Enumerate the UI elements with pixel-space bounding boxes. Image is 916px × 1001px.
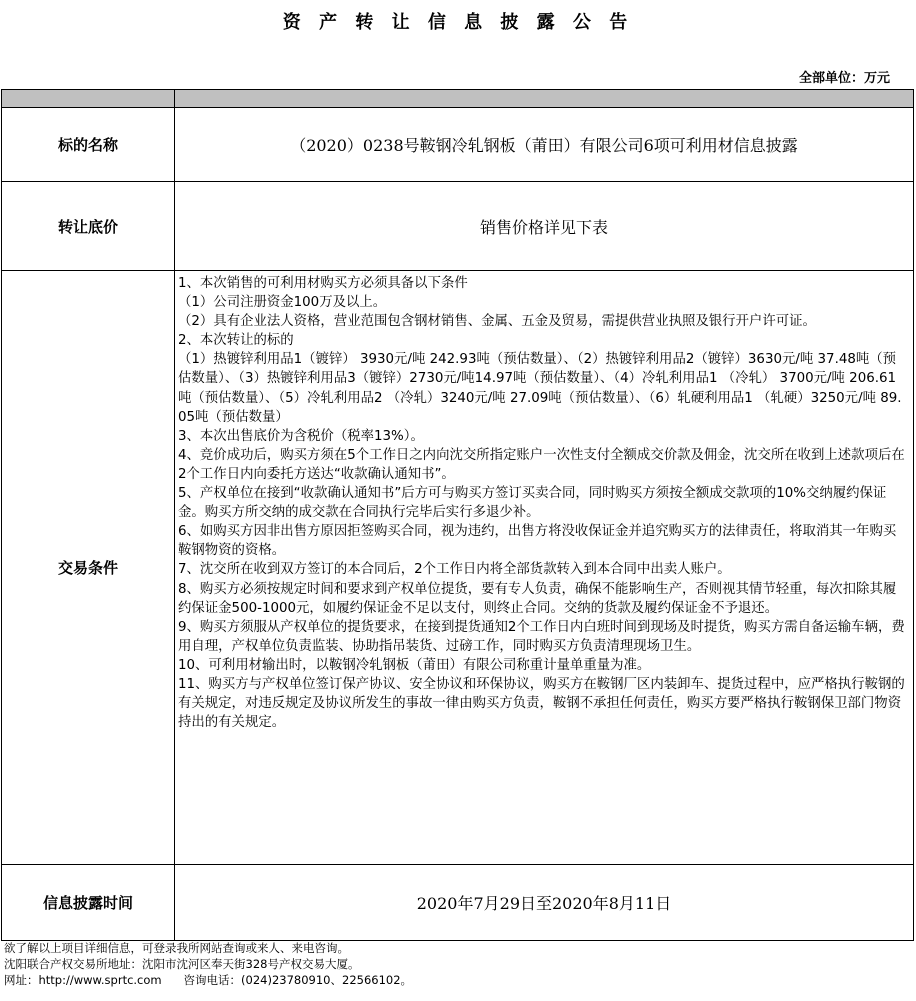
label-price: 转让底价	[2, 182, 175, 271]
value-price: 销售价格详见下表	[175, 182, 914, 271]
label-time: 信息披露时间	[2, 865, 175, 941]
condition-line: 2、本次转让的标的	[178, 333, 294, 349]
condition-line: 6、如购买方因非出售方原因拒签购买合同，视为违约，出售方将没收保证金并追究购买方的法律责任，将取消其一年购买鞍钢物资的资格。	[178, 524, 897, 559]
condition-line: （2）具有企业法人资格，营业范围包含钢材销售、金属、五金及贸易，需提供营业执照及银行开户许可证。	[178, 314, 816, 330]
label-name: 标的名称	[2, 108, 175, 182]
header-cell-left	[2, 90, 175, 108]
header-cell-right	[175, 90, 914, 108]
condition-line: 11、购买方与产权单位签订保产协议、安全协议和环保协议，购买方在鞍钢厂区内装卸车、提货过程中，应严格执行鞍钢的有关规定，对违反规定及协议所发生的事故一律由购买方负责，鞍钢不承担任何责任，购买方要严格执行鞍钢保卫部门物资持出的有关规定。	[178, 676, 905, 731]
value-time: 2020年7月29日至2020年8月11日	[175, 865, 914, 941]
footer-line-address: 沈阳联合产权交易所地址：沈阳市沈河区奉天街328号产权交易大厦。	[4, 957, 360, 971]
footer	[4, 940, 412, 988]
footer-line-info: 欲了解以上项目详细信息，可登录我所网站查询或来人、来电咨询。	[4, 941, 349, 955]
condition-line: 4、竞价成功后，购买方须在5个工作日之内向沈交所指定账户一次性支付全额成交价款及佣金，沈交所在收到上述款项后在2个工作日内向委托方送达“收款确认通知书”。	[178, 447, 905, 482]
table-header-row	[2, 90, 914, 108]
unit-note: 全部单位：万元	[798, 71, 890, 86]
value-name: （2020）0238号鞍钢冷轧钢板（莆田）有限公司6项可利用材信息披露	[175, 108, 914, 182]
condition-line: 8、购买方必须按规定时间和要求到产权单位提货，要有专人负责，确保不能影响生产，否则视其情节轻重，每次扣除其履约保证金500-1000元，如履约保证金不足以支付，则终止合同。交纳的货款及履约保证金不予退还。	[178, 581, 897, 616]
condition-line: （1）热镀锌利用品1（镀锌） 3930元/吨 242.93吨（预估数量）、（2）热镀锌利用品2（镀锌）3630元/吨 37.48吨（预估数量）、（3）热镀锌利用品3（镀锌）2730元/吨14.97吨（预估数量）、（4）冷轧利用品1 （冷轧） 3700元/吨 206.61吨（预估数量）、（5）冷轧利用品2 （冷轧）3240元/吨 27.09吨（预估数量）、（6）轧硬利用品1 （轧硬）3250元/吨 89.05吨（预估数量）	[178, 352, 902, 425]
condition-line: 1、本次销售的可利用材购买方必须具备以下条件	[178, 276, 468, 291]
table-row-name	[2, 108, 914, 182]
condition-line: 9、购买方须服从产权单位的提货要求，在接到提货通知2个工作日内白班时间到现场及时提货，购买方需自备运输车辆，费用自理，产权单位负责监装、协助指吊装货、过磅工作，同时购买方负责清理现场卫生。	[178, 619, 905, 654]
label-conditions: 交易条件	[2, 271, 175, 865]
table-row-time	[2, 865, 914, 941]
condition-line: （1）公司注册资金100万及以上。	[178, 295, 387, 311]
condition-line: 5、产权单位在接到“收款确认通知书”后方可与购买方签订买卖合同，同时购买方须按全额成交款项的10%交纳履约保证金。购买方所交纳的成交款在合同执行完毕后实行多退少补。	[178, 486, 887, 521]
page-title: 资 产 转 让 信 息 披 露 公 告	[282, 12, 634, 33]
value-conditions	[175, 271, 914, 865]
table-row-conditions	[2, 271, 914, 865]
condition-line: 7、沈交所在收到双方签订的本合同后，2个工作日内将全部货款转入到本合同中出卖人账户。	[178, 562, 731, 578]
footer-line-contact: 网址：http://www.sprtc.com 咨询电话：(024)23780910、22566102。	[4, 973, 413, 987]
condition-line: 10、可利用材输出时，以鞍钢冷轧钢板（莆田）有限公司称重计量单重量为准。	[178, 657, 651, 673]
condition-line: 3、本次出售底价为含税价（税率13%）。	[178, 428, 424, 444]
table-row-price	[2, 182, 914, 271]
info-table	[1, 89, 914, 941]
